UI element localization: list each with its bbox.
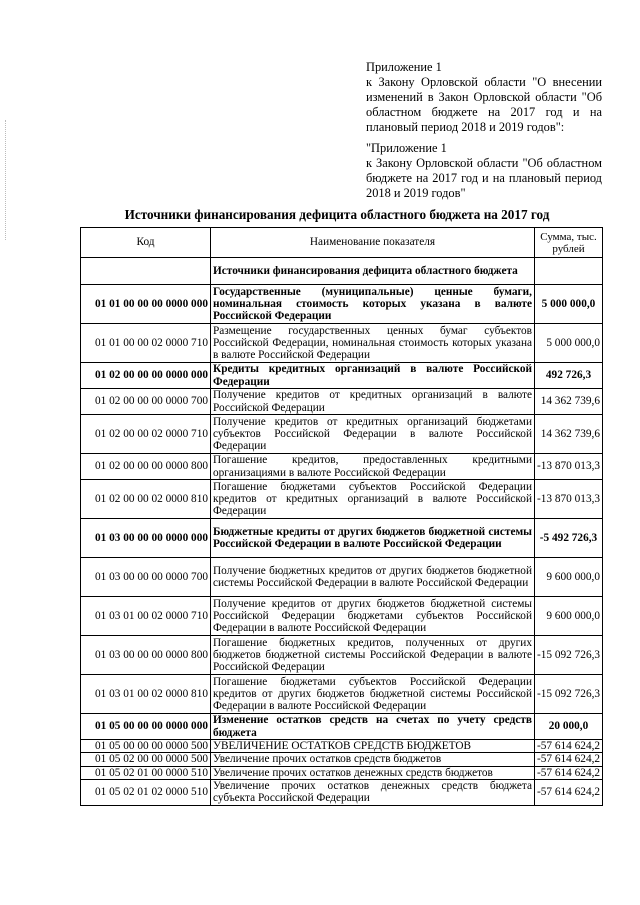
- cell-name: Погашение бюджетами субъектов Российской Федерации кредитов от кредитных организаций в валюте Российской Федерации: [211, 480, 535, 519]
- cell-name: Государственные (муниципальные) ценные бумаги, номинальная стоимость которых указана в валюте Российской Федерации: [211, 285, 535, 324]
- cell-code: 01 05 00 00 00 0000 000: [81, 714, 211, 740]
- cell-code: 01 02 00 00 00 0000 800: [81, 454, 211, 480]
- table-row: [81, 636, 603, 675]
- cell-sum: -57 614 624,2: [535, 766, 603, 779]
- table-title: Источники финансирования дефицита областного бюджета на 2017 год: [124, 207, 550, 222]
- table-row: [81, 285, 603, 324]
- table-row: [81, 363, 603, 389]
- cell-code: 01 05 02 00 00 0000 500: [81, 753, 211, 766]
- cell-sum: -15 092 726,3: [535, 636, 603, 675]
- table-row: [81, 779, 603, 805]
- appendix-2-text: к Закону Орловской области "Об областном бюджете на 2017 год и на плановый период 2018 и 2019 годов": [366, 156, 602, 200]
- cell-code: 01 03 00 00 00 0000 700: [81, 558, 211, 597]
- appendix-2-title: "Приложение 1: [366, 141, 447, 155]
- cell-sum: -5 492 726,3: [535, 519, 603, 558]
- cell-name: Погашение бюджетами субъектов Российской Федерации кредитов от других бюджетов бюджетной системы Российской Федерации в валюте Российской Федерации: [211, 675, 535, 714]
- cell-code: 01 01 00 00 02 0000 710: [81, 324, 211, 363]
- cell-name: Получение кредитов от кредитных организаций в валюте Российской Федерации: [211, 389, 535, 415]
- appendix-header-2: [366, 141, 602, 201]
- cell-name: Увеличение прочих остатков денежных средств бюджета субъекта Российской Федерации: [211, 779, 535, 805]
- cell-sum: 5 000 000,0: [535, 324, 603, 363]
- cell-name: Кредиты кредитных организаций в валюте Российской Федерации: [211, 363, 535, 389]
- cell-name: Источники финансирования дефицита областного бюджета: [211, 258, 535, 285]
- table-row: [81, 480, 603, 519]
- table-row: [81, 714, 603, 740]
- cell-name: УВЕЛИЧЕНИЕ ОСТАТКОВ СРЕДСТВ БЮДЖЕТОВ: [211, 740, 535, 753]
- table-body: [81, 258, 603, 806]
- cell-code: 01 02 00 00 02 0000 810: [81, 480, 211, 519]
- table-row: [81, 519, 603, 558]
- table-row: [81, 558, 603, 597]
- cell-sum: -13 870 013,3: [535, 454, 603, 480]
- column-header-code: Код: [81, 228, 211, 258]
- cell-sum: -15 092 726,3: [535, 675, 603, 714]
- appendix-1-title: Приложение 1: [366, 60, 442, 74]
- table-row: [81, 454, 603, 480]
- cell-sum: 14 362 739,6: [535, 415, 603, 454]
- table-row: [81, 258, 603, 285]
- cell-sum: [535, 258, 603, 285]
- cell-sum: -57 614 624,2: [535, 740, 603, 753]
- cell-sum: -57 614 624,2: [535, 779, 603, 805]
- cell-code: 01 03 01 00 02 0000 810: [81, 675, 211, 714]
- cell-name: Получение бюджетных кредитов от других бюджетов бюджетной системы Российской Федерации в валюте Российской Федерации: [211, 558, 535, 597]
- cell-code: [81, 258, 211, 285]
- cell-code: 01 05 00 00 00 0000 500: [81, 740, 211, 753]
- cell-code: 01 05 02 01 02 0000 510: [81, 779, 211, 805]
- table-row: [81, 675, 603, 714]
- scan-margin-artifact: [5, 120, 7, 240]
- cell-name: Размещение государственных ценных бумаг субъектов Российской Федерации, номинальная стоимость которых указана в валюте Российской Федерации: [211, 324, 535, 363]
- table-row: [81, 753, 603, 766]
- cell-code: 01 03 01 00 02 0000 710: [81, 597, 211, 636]
- appendix-header-1: [366, 60, 602, 135]
- table-row: [81, 415, 603, 454]
- cell-sum: 20 000,0: [535, 714, 603, 740]
- cell-name: Изменение остатков средств на счетах по учету средств бюджета: [211, 714, 535, 740]
- cell-code: 01 03 00 00 00 0000 800: [81, 636, 211, 675]
- cell-sum: -13 870 013,3: [535, 480, 603, 519]
- cell-sum: -57 614 624,2: [535, 753, 603, 766]
- cell-name: Погашение кредитов, предоставленных кредитными организациями в валюте Российской Федерации: [211, 454, 535, 480]
- table-row: [81, 740, 603, 753]
- cell-name: Увеличение прочих остатков средств бюджетов: [211, 753, 535, 766]
- cell-name: Бюджетные кредиты от других бюджетов бюджетной системы Российской Федерации в валюте Российской Федерации: [211, 519, 535, 558]
- cell-code: 01 03 00 00 00 0000 000: [81, 519, 211, 558]
- cell-sum: 5 000 000,0: [535, 285, 603, 324]
- column-header-name: Наименование показателя: [211, 228, 535, 258]
- cell-name: Получение кредитов от других бюджетов бюджетной системы Российской Федерации бюджетами субъектов Российской Федерации в валюте Российской Федерации: [211, 597, 535, 636]
- cell-sum: 9 600 000,0: [535, 597, 603, 636]
- cell-name: Погашение бюджетных кредитов, полученных от других бюджетов бюджетной системы Российской Федерации в валюте Российской Федерации: [211, 636, 535, 675]
- cell-code: 01 01 00 00 00 0000 000: [81, 285, 211, 324]
- financing-sources-table: [80, 227, 603, 806]
- cell-sum: 14 362 739,6: [535, 389, 603, 415]
- cell-code: 01 02 00 00 00 0000 000: [81, 363, 211, 389]
- table-row: [81, 389, 603, 415]
- cell-name: Увеличение прочих остатков денежных средств бюджетов: [211, 766, 535, 779]
- cell-code: 01 02 00 00 02 0000 710: [81, 415, 211, 454]
- cell-name: Получение кредитов от кредитных организаций бюджетами субъектов Российской Федерации в валюте Российской Федерации: [211, 415, 535, 454]
- cell-code: 01 02 00 00 00 0000 700: [81, 389, 211, 415]
- table-row: [81, 766, 603, 779]
- table-row: [81, 597, 603, 636]
- cell-sum: 9 600 000,0: [535, 558, 603, 597]
- table-row: [81, 324, 603, 363]
- appendix-1-text: к Закону Орловской области "О внесении изменений в Закон Орловской области "Об областном бюджете на 2017 год и на плановый период 2018 и 2019 годов":: [366, 75, 602, 134]
- cell-sum: 492 726,3: [535, 363, 603, 389]
- cell-code: 01 05 02 01 00 0000 510: [81, 766, 211, 779]
- column-header-sum: Сумма, тыс. рублей: [535, 228, 603, 258]
